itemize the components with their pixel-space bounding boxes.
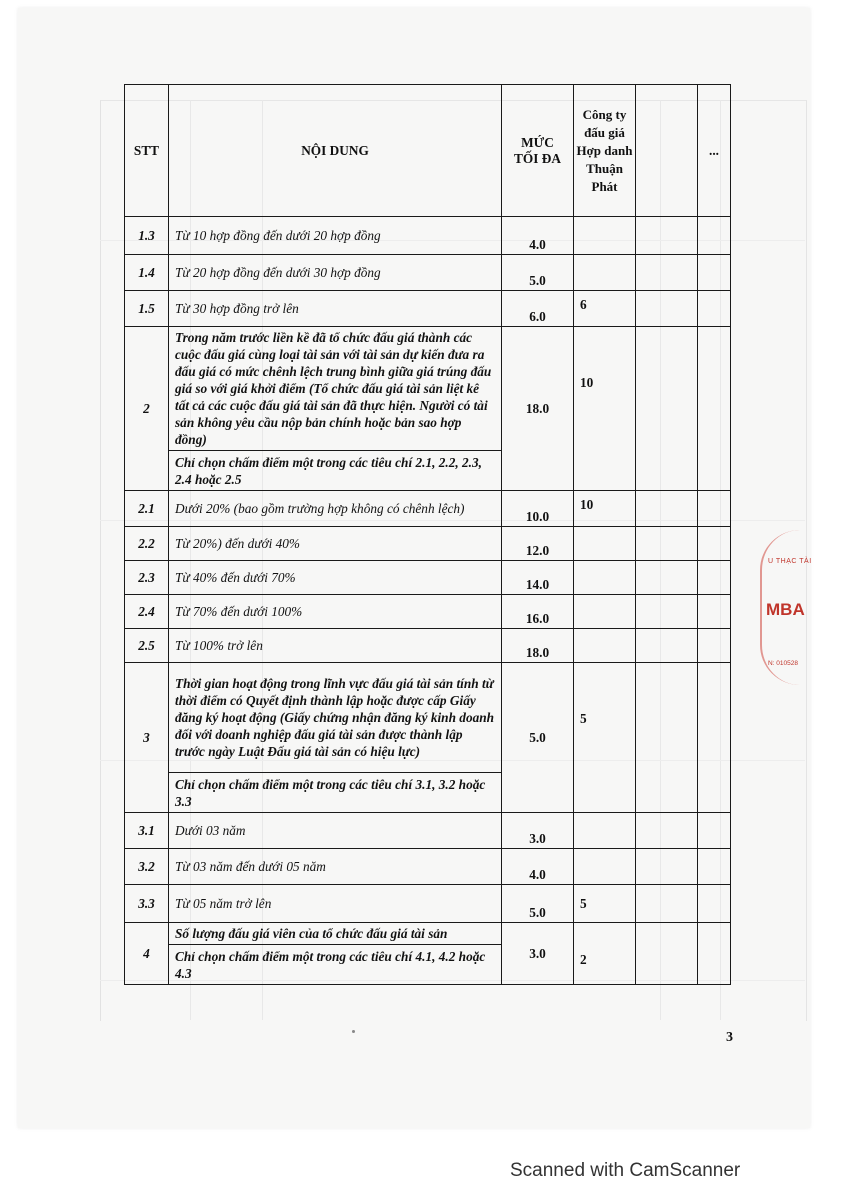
row-empty: [636, 255, 698, 291]
row-score: [574, 561, 636, 595]
row-max: 4.0: [502, 217, 574, 255]
table-row: [125, 291, 731, 327]
row-max: 5.0: [502, 885, 574, 923]
row-max: 3.0: [502, 923, 574, 985]
row-stt: 3.1: [125, 813, 169, 849]
row-empty: [698, 291, 731, 327]
row-content: Số lượng đấu giá viên của tổ chức đấu giá tài sản: [169, 923, 502, 945]
stamp-text-middle: MBA: [766, 600, 805, 619]
table-row: [125, 527, 731, 561]
row-stt: 2: [125, 327, 169, 491]
row-empty: [636, 491, 698, 527]
row-content: Từ 100% trở lên: [169, 629, 502, 663]
row-content: Từ 03 năm đến dưới 05 năm: [169, 849, 502, 885]
row-empty: [698, 595, 731, 629]
row-empty: [698, 491, 731, 527]
row-max: 18.0: [502, 629, 574, 663]
row-empty: [636, 629, 698, 663]
row-empty: [636, 663, 698, 813]
row-stt: 2.1: [125, 491, 169, 527]
row-empty: [698, 813, 731, 849]
row-content: Từ 30 hợp đồng trở lên: [169, 291, 502, 327]
row-content: Từ 40% đến dưới 70%: [169, 561, 502, 595]
row-score: [574, 595, 636, 629]
row-stt: 4: [125, 923, 169, 985]
row-note: Chỉ chọn chấm điểm một trong các tiêu chí 4.1, 4.2 hoặc 4.3: [169, 945, 502, 985]
row-content: Từ 70% đến dưới 100%: [169, 595, 502, 629]
row-empty: [636, 327, 698, 491]
table-row: [125, 663, 731, 773]
row-score: [574, 217, 636, 255]
row-empty: [636, 217, 698, 255]
row-max: 12.0: [502, 527, 574, 561]
row-stt: 1.5: [125, 291, 169, 327]
scoring-table: [124, 84, 731, 985]
row-score: 2: [574, 923, 636, 985]
row-stt: 2.2: [125, 527, 169, 561]
row-score: 6: [574, 291, 636, 327]
row-content: Từ 20%) đến dưới 40%: [169, 527, 502, 561]
row-empty: [636, 527, 698, 561]
row-content: Dưới 20% (bao gồm trường hợp không có chênh lệch): [169, 491, 502, 527]
row-score: [574, 629, 636, 663]
row-content: Thời gian hoạt động trong lĩnh vực đấu giá tài sản tính từ thời điểm có Quyết định thành lập hoặc được cấp Giấy đăng ký hoạt động (Giấy chứng nhận đăng ký kinh doanh đối với doanh nghiệp đấu giá tài sản được thành lập trước ngày Luật Đấu giá tài sản có hiệu lực): [169, 663, 502, 773]
row-empty: [636, 923, 698, 985]
row-content: Trong năm trước liền kề đã tổ chức đấu giá thành các cuộc đấu giá cùng loại tài sản với tài sản dự kiến đưa ra đấu giá có mức chênh lệch trung bình giữa giá trúng đấu giá so với giá khởi điểm (Tổ chức đấu giá tài sản liệt kê tất cả các cuộc đấu giá tài sản đã thực hiện. Người có tài sản không yêu cầu nộp bản chính hoặc bản sao hợp đồng): [169, 327, 502, 451]
row-empty: [698, 923, 731, 985]
row-stt: 3: [125, 663, 169, 813]
header-max: MỨC TỐI ĐA: [502, 85, 574, 217]
row-content: Từ 10 hợp đồng đến dưới 20 hợp đồng: [169, 217, 502, 255]
row-stt: 3.2: [125, 849, 169, 885]
table-row: [125, 923, 731, 945]
row-max: 16.0: [502, 595, 574, 629]
row-empty: [636, 885, 698, 923]
row-stt: 3.3: [125, 885, 169, 923]
table-row: [125, 561, 731, 595]
row-max: 3.0: [502, 813, 574, 849]
header-empty: [636, 85, 698, 217]
row-stt: 2.3: [125, 561, 169, 595]
row-score: 5: [574, 885, 636, 923]
row-score: 10: [574, 491, 636, 527]
row-max: 6.0: [502, 291, 574, 327]
row-max: 14.0: [502, 561, 574, 595]
row-stt: 1.4: [125, 255, 169, 291]
row-score: 5: [574, 663, 636, 813]
row-max: 4.0: [502, 849, 574, 885]
row-empty: [698, 527, 731, 561]
row-score: [574, 255, 636, 291]
row-score: [574, 849, 636, 885]
row-empty: [636, 595, 698, 629]
row-empty: [698, 217, 731, 255]
table-row: [125, 491, 731, 527]
row-empty: [698, 849, 731, 885]
row-empty: [698, 885, 731, 923]
row-score: 10: [574, 327, 636, 491]
red-company-stamp: [760, 530, 840, 685]
table-header-row: [125, 85, 731, 217]
row-stt: 1.3: [125, 217, 169, 255]
table-row: [125, 255, 731, 291]
table-row: [125, 629, 731, 663]
row-content: Dưới 03 năm: [169, 813, 502, 849]
table-row: [125, 595, 731, 629]
row-empty: [698, 629, 731, 663]
header-extra: ...: [698, 85, 731, 217]
row-empty: [636, 561, 698, 595]
row-max: 5.0: [502, 663, 574, 813]
row-max: 18.0: [502, 327, 574, 491]
stamp-text-bottom: N: 010528: [768, 660, 798, 667]
row-content: Từ 20 hợp đồng đến dưới 30 hợp đồng: [169, 255, 502, 291]
header-stt: STT: [125, 85, 169, 217]
page-number: 3: [726, 1030, 733, 1045]
row-empty: [636, 849, 698, 885]
row-content: Từ 05 năm trở lên: [169, 885, 502, 923]
row-score: [574, 527, 636, 561]
row-score: [574, 813, 636, 849]
scan-speck: [352, 1030, 355, 1033]
row-max: 10.0: [502, 491, 574, 527]
header-company: Công ty đấu giá Hợp danh Thuận Phát: [574, 85, 636, 217]
row-stt: 2.4: [125, 595, 169, 629]
stamp-text-top: U THẠC TÀI: [768, 558, 812, 565]
row-empty: [698, 255, 731, 291]
table-row: [125, 327, 731, 451]
row-empty: [698, 663, 731, 813]
table-row: [125, 849, 731, 885]
table-row: [125, 885, 731, 923]
row-note: Chỉ chọn chấm điểm một trong các tiêu chí 2.1, 2.2, 2.3, 2.4 hoặc 2.5: [169, 451, 502, 491]
row-empty: [636, 813, 698, 849]
table-row: [125, 813, 731, 849]
row-empty: [698, 327, 731, 491]
header-content: NỘI DUNG: [169, 85, 502, 217]
scanner-watermark: Scanned with CamScanner: [510, 1160, 741, 1181]
table-row: [125, 217, 731, 255]
row-empty: [698, 561, 731, 595]
row-stt: 2.5: [125, 629, 169, 663]
row-empty: [636, 291, 698, 327]
row-note: Chỉ chọn chấm điểm một trong các tiêu chí 3.1, 3.2 hoặc 3.3: [169, 773, 502, 813]
row-max: 5.0: [502, 255, 574, 291]
